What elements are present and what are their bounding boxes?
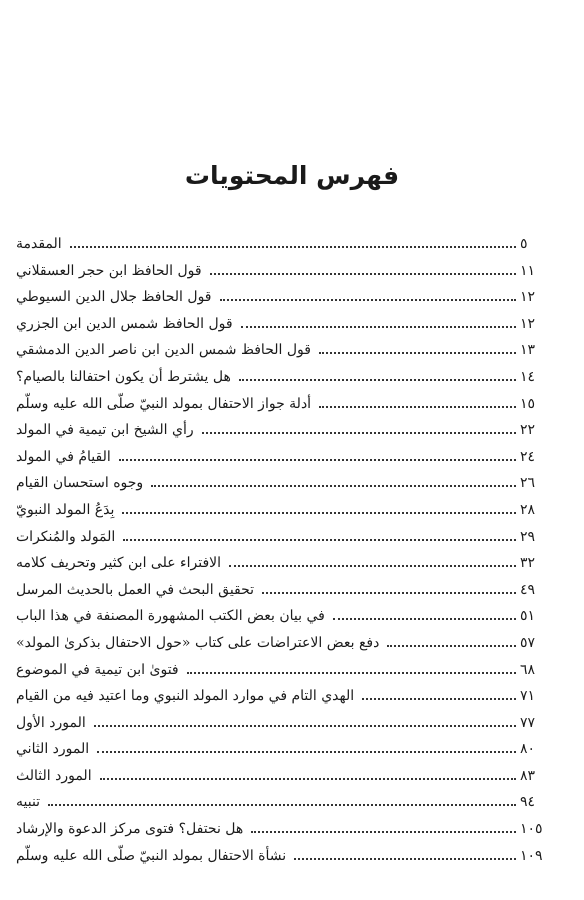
toc-entry-page-number: ٥٧ xyxy=(520,634,536,651)
toc-entry[interactable] xyxy=(12,555,546,582)
toc-entry-page-number: ٦٨ xyxy=(520,661,536,678)
page-title: فهرس المحتويات xyxy=(184,160,400,190)
dot-leader xyxy=(100,777,516,780)
toc-entry[interactable] xyxy=(12,263,546,290)
dot-leader xyxy=(241,325,516,328)
toc-entry-page-number: ٢٢ xyxy=(520,422,536,439)
toc-entry-page-number: ١٤ xyxy=(520,368,536,385)
toc-entry-title: المورد الثاني xyxy=(16,741,90,758)
toc-entry-page-number: ٩٤ xyxy=(520,794,536,811)
toc-entry-page-number: ١٠٥ xyxy=(520,821,543,838)
dot-leader xyxy=(94,724,516,727)
dot-leader xyxy=(387,644,516,647)
toc-entry-title: تحقيق البحث في العمل بالحديث المرسل xyxy=(16,581,255,598)
toc-entry[interactable] xyxy=(12,821,546,848)
table-of-contents xyxy=(12,236,546,874)
toc-entry[interactable] xyxy=(12,582,546,609)
dot-leader xyxy=(48,803,516,806)
toc-entry[interactable] xyxy=(12,369,546,396)
dot-leader xyxy=(119,458,516,461)
toc-entry[interactable] xyxy=(12,422,546,449)
toc-entry-title: قول الحافظ جلال الدين السيوطي xyxy=(16,289,212,306)
toc-entry-title: القيامُ في المولد xyxy=(16,448,111,465)
dot-leader xyxy=(294,857,516,860)
toc-entry-page-number: ٥ xyxy=(520,236,528,252)
dot-leader xyxy=(251,830,516,833)
toc-entry[interactable] xyxy=(12,768,546,795)
toc-entry[interactable] xyxy=(12,316,546,343)
toc-entry-title: في بيان بعض الكتب المشهورة المصنفة في هذا الباب xyxy=(16,608,325,625)
dot-leader xyxy=(202,431,516,434)
toc-entry[interactable] xyxy=(12,741,546,768)
toc-entry-page-number: ٧١ xyxy=(520,688,536,705)
dot-leader xyxy=(262,591,516,594)
dot-leader xyxy=(319,351,516,354)
toc-entry-title: تنبيه xyxy=(16,794,41,811)
dot-leader xyxy=(239,378,516,381)
toc-entry[interactable] xyxy=(12,529,546,556)
dot-leader xyxy=(220,298,517,301)
toc-entry[interactable] xyxy=(12,688,546,715)
toc-entry-title: المورد الثالث xyxy=(16,767,92,784)
toc-entry-title: قول الحافظ شمس الدين ابن ناصر الدين الدمشقي xyxy=(16,342,311,359)
toc-entry-title: بِدَعُ المولد النبويّ xyxy=(16,501,115,518)
toc-entry[interactable] xyxy=(12,289,546,316)
toc-entry-title: المَولد والمُنكرات xyxy=(16,528,116,545)
toc-entry[interactable] xyxy=(12,635,546,662)
toc-entry-page-number: ١٠٩ xyxy=(520,847,543,864)
toc-entry-page-number: ١٢ xyxy=(520,289,536,306)
toc-entry[interactable] xyxy=(12,502,546,529)
toc-entry[interactable] xyxy=(12,848,546,875)
dot-leader xyxy=(123,538,516,541)
toc-entry-title: قول الحافظ شمس الدين ابن الجزري xyxy=(16,315,233,332)
toc-entry-page-number: ٧٧ xyxy=(520,714,536,731)
toc-entry[interactable] xyxy=(12,794,546,821)
dot-leader xyxy=(97,750,516,753)
toc-entry[interactable] xyxy=(12,236,546,263)
toc-entry-title: المورد الأول xyxy=(16,714,86,731)
toc-entry-title: هل نحتفل؟ فتوى مركز الدعوة والإرشاد xyxy=(16,821,244,838)
dot-leader xyxy=(151,484,516,487)
toc-entry-page-number: ٨٠ xyxy=(520,741,536,758)
toc-entry-title: أدلة جواز الاحتفال بمولد النبيّ صلّى الله عليه وسلّم xyxy=(16,395,312,412)
toc-entry[interactable] xyxy=(12,715,546,742)
toc-entry[interactable] xyxy=(12,608,546,635)
dot-leader xyxy=(333,617,516,620)
toc-entry-page-number: ٢٦ xyxy=(520,475,536,492)
toc-entry-page-number: ٥١ xyxy=(520,608,536,625)
toc-entry-title: قول الحافظ ابن حجر العسقلاني xyxy=(16,262,202,279)
toc-entry-page-number: ١١ xyxy=(520,262,536,279)
toc-entry-title: وجوه استحسان القيام xyxy=(16,475,144,492)
toc-entry-title: الهدي التام في موارد المولد النبوي وما اعتيد فيه من القيام xyxy=(16,688,355,705)
toc-entry-title: دفع بعض الاعتراضات على كتاب «حول الاحتفال بذكرىٰ المولد» xyxy=(16,634,380,651)
toc-entry[interactable] xyxy=(12,475,546,502)
dot-leader xyxy=(319,405,516,408)
dot-leader xyxy=(210,272,516,275)
toc-entry-page-number: ١٣ xyxy=(520,342,536,359)
toc-entry[interactable] xyxy=(12,449,546,476)
toc-entry-title: نشأة الاحتفال بمولد النبيّ صلّى الله عليه وسلّم xyxy=(16,847,287,864)
dot-leader xyxy=(229,564,516,567)
dot-leader xyxy=(122,511,516,514)
toc-entry[interactable] xyxy=(12,662,546,689)
toc-entry[interactable] xyxy=(12,396,546,423)
toc-entry-title: المقدمة xyxy=(16,236,62,252)
toc-entry-page-number: ٨٣ xyxy=(520,767,536,784)
toc-entry-page-number: ٢٨ xyxy=(520,501,536,518)
toc-entry-title: الافتراء على ابن كثير وتحريف كلامه xyxy=(16,555,222,572)
toc-entry-page-number: ٢٤ xyxy=(520,448,536,465)
toc-entry[interactable] xyxy=(12,342,546,369)
toc-entry-page-number: ٣٢ xyxy=(520,555,536,572)
dot-leader xyxy=(70,245,516,248)
toc-entry-page-number: ١٢ xyxy=(520,315,536,332)
toc-entry-page-number: ١٥ xyxy=(520,395,536,412)
toc-entry-title: فتوىٰ ابن تيمية في الموضوع xyxy=(16,661,179,678)
toc-entry-page-number: ٢٩ xyxy=(520,528,536,545)
dot-leader xyxy=(362,697,516,700)
toc-entry-title: رأي الشيخ ابن تيمية في المولد xyxy=(16,422,194,439)
toc-entry-page-number: ٤٩ xyxy=(520,581,536,598)
toc-entry-title: هل يشترط أن يكون احتفالنا بالصيام؟ xyxy=(16,368,231,385)
dot-leader xyxy=(187,671,516,674)
